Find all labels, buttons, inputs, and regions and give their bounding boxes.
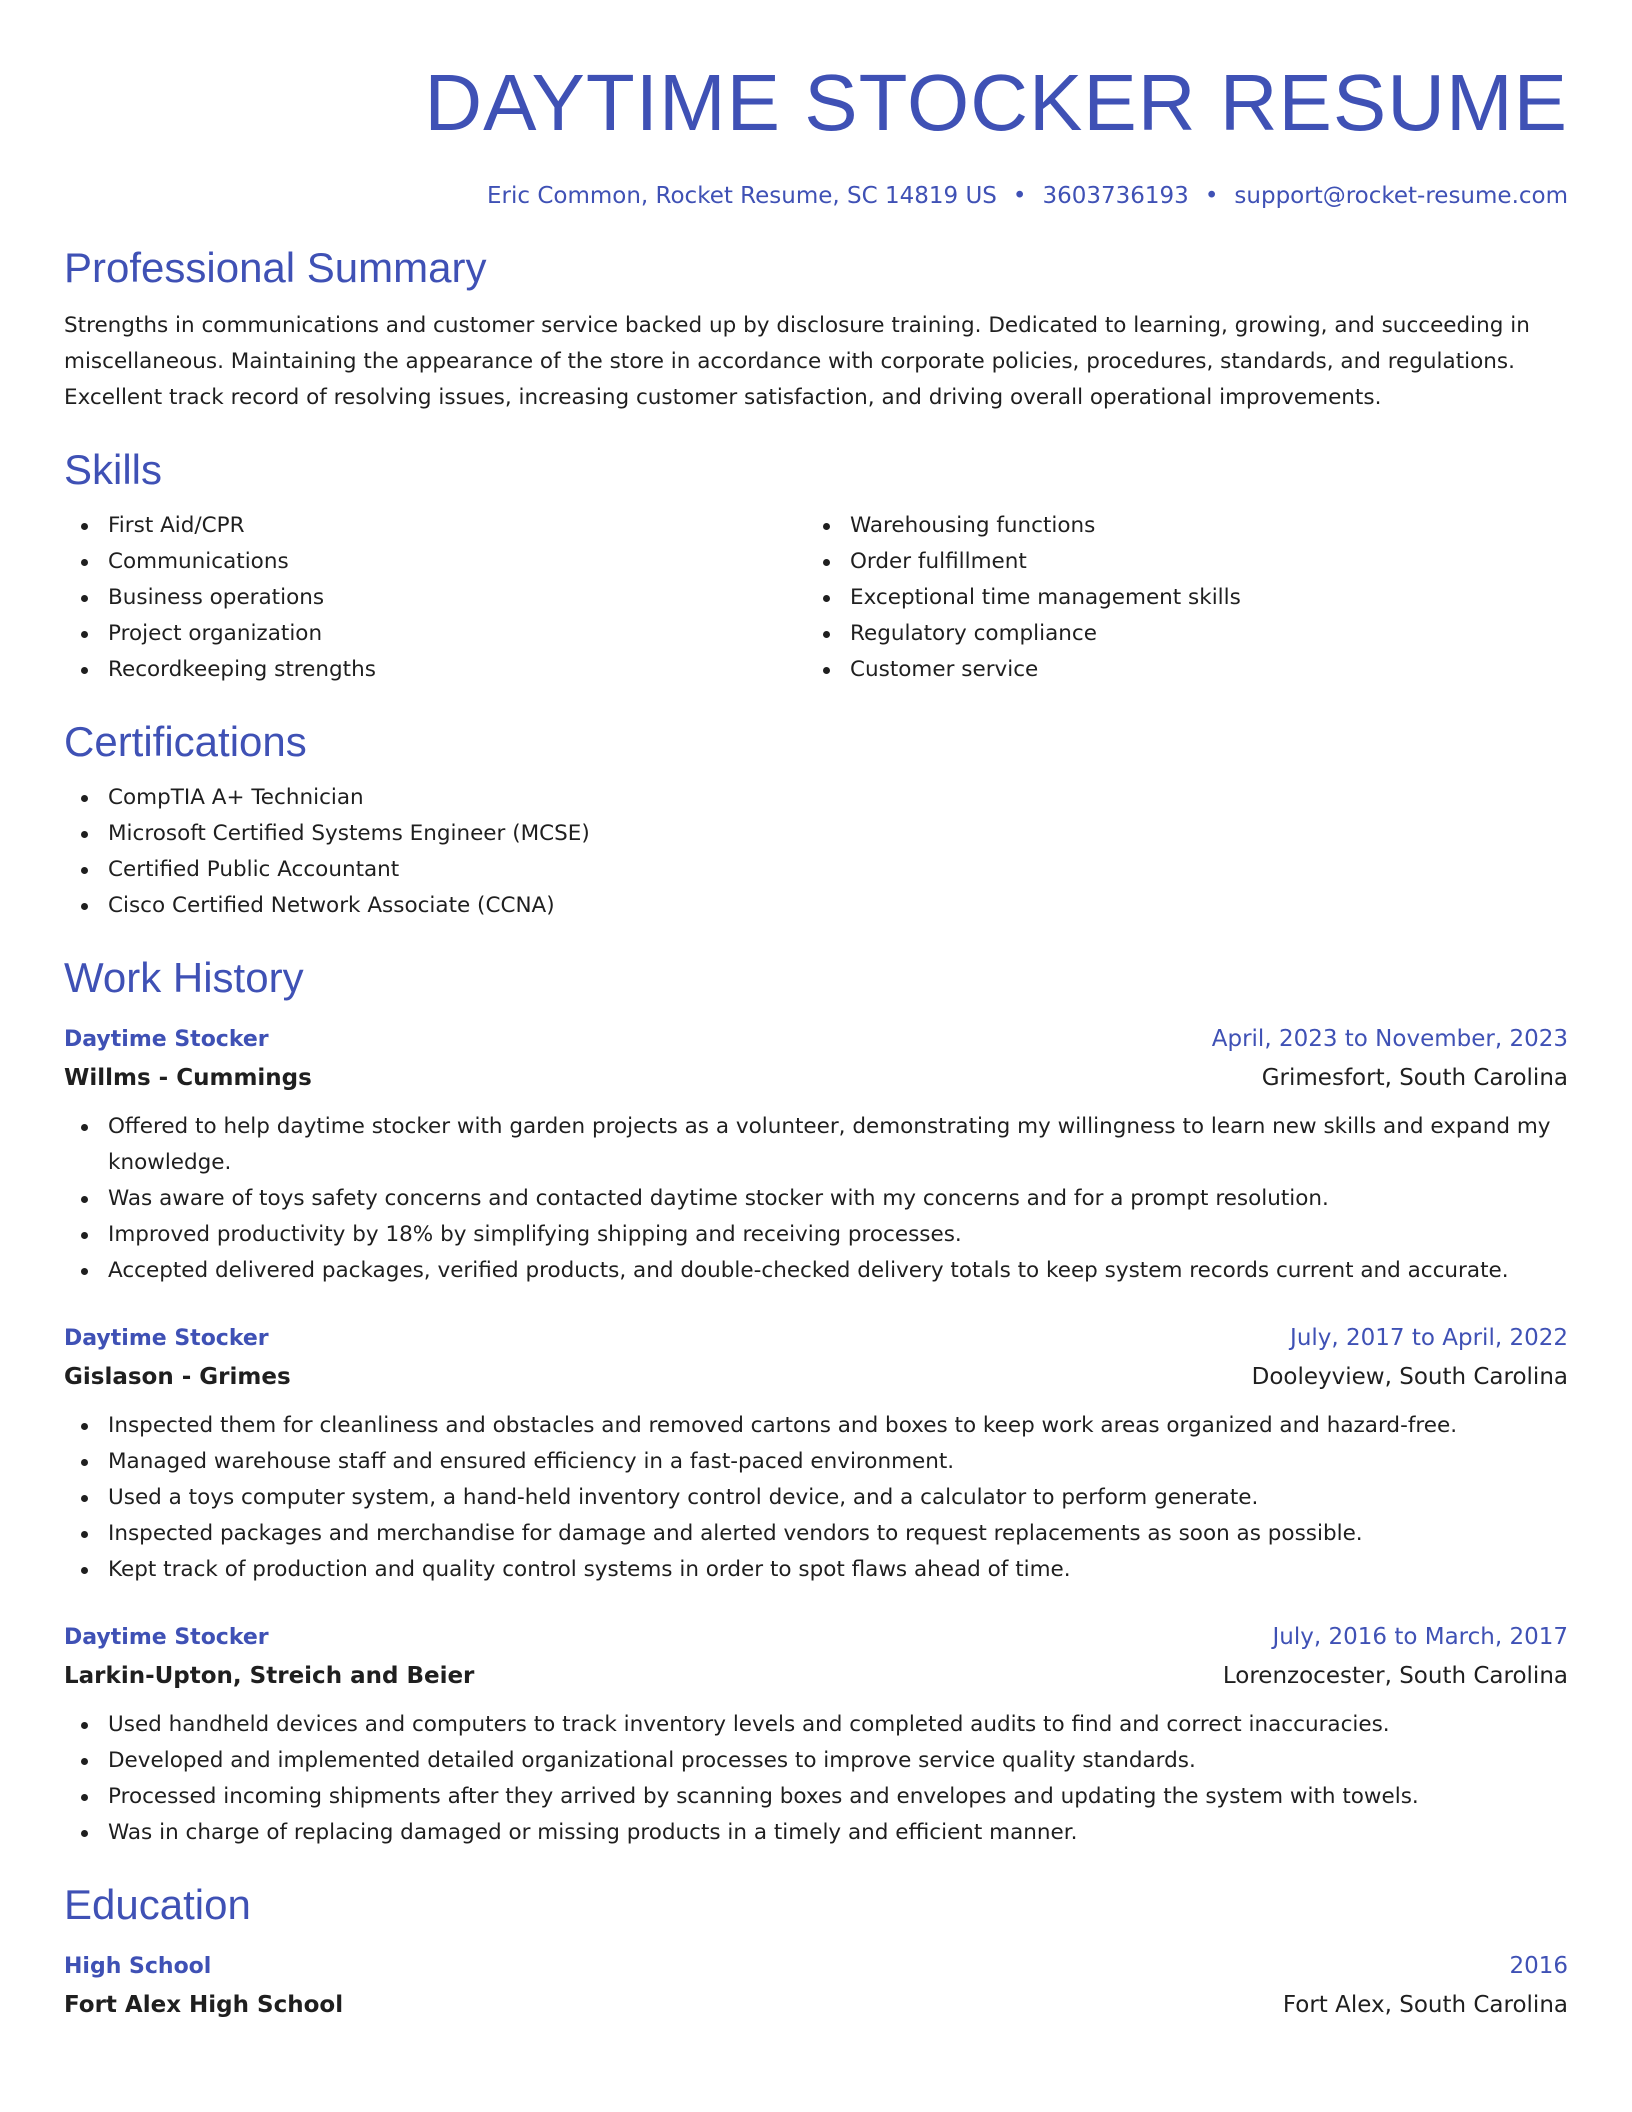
job-entry <box>64 1319 1568 1588</box>
certifications-heading: Certifications <box>64 718 307 765</box>
skill-item: Recordkeeping strengths <box>64 652 806 688</box>
work-history-section <box>64 950 1568 1851</box>
job-company: Gislason - Grimes <box>64 1364 291 1390</box>
skills-grid <box>64 508 1568 688</box>
job-bullet: Was aware of toys safety concerns and contacted daytime stocker with my concerns and for a prompt resolution. <box>64 1181 1568 1217</box>
job-bullet: Kept track of production and quality control systems in order to spot flaws ahead of time. <box>64 1552 1568 1588</box>
job-bullet-list <box>64 1408 1568 1588</box>
education-section <box>64 1877 1568 2024</box>
job-entry <box>64 1618 1568 1851</box>
education-entry <box>64 1947 1568 2024</box>
job-bullet: Developed and implemented detailed organizational processes to improve service quality standards. <box>64 1743 1568 1779</box>
education-degree: High School <box>64 1954 212 1979</box>
job-bullet: Used handheld devices and computers to track inventory levels and completed audits to find and correct inaccuracies. <box>64 1707 1568 1743</box>
skills-column-left <box>64 508 806 688</box>
education-year: 2016 <box>1509 1953 1568 1979</box>
job-title-row <box>64 1319 1568 1358</box>
job-dates: April, 2023 to November, 2023 <box>1211 1026 1568 1052</box>
contact-email: support@rocket-resume.com <box>1234 183 1568 209</box>
job-company-row <box>64 1358 1568 1396</box>
job-company-row <box>64 1059 1568 1097</box>
job-bullet: Was in charge of replacing damaged or missing products in a timely and efficient manner. <box>64 1815 1568 1851</box>
contact-phone: 3603736193 <box>1042 183 1189 209</box>
skill-item: Business operations <box>64 580 806 616</box>
job-bullet-list <box>64 1707 1568 1851</box>
education-degree-row <box>64 1947 1568 1986</box>
contact-line <box>64 180 1568 212</box>
job-bullet: Used a toys computer system, a hand-held inventory control device, and a calculator to perform generate. <box>64 1480 1568 1516</box>
work-history-heading: Work History <box>64 954 304 1001</box>
skill-item: Project organization <box>64 616 806 652</box>
skill-item: Communications <box>64 544 806 580</box>
certification-item: CompTIA A+ Technician <box>64 780 1568 816</box>
certification-item: Certified Public Accountant <box>64 852 1568 888</box>
contact-separator: • <box>1012 183 1027 209</box>
job-bullet: Accepted delivered packages, verified products, and double-checked delivery totals to keep system records current and accurate. <box>64 1253 1568 1289</box>
job-title-row <box>64 1618 1568 1657</box>
education-location: Fort Alex, South Carolina <box>1282 1992 1568 2018</box>
job-company-row <box>64 1657 1568 1695</box>
skill-item: Order fulfillment <box>806 544 1548 580</box>
skills-heading: Skills <box>64 446 163 493</box>
job-company: Willms - Cummings <box>64 1065 312 1091</box>
skills-list-left <box>64 508 806 688</box>
job-bullet: Inspected them for cleanliness and obstacles and removed cartons and boxes to keep work areas organized and hazard-free. <box>64 1408 1568 1444</box>
job-title: Daytime Stocker <box>64 1326 269 1351</box>
skill-item: Warehousing functions <box>806 508 1548 544</box>
job-location: Lorenzocester, South Carolina <box>1222 1663 1568 1689</box>
summary-section <box>64 240 1568 416</box>
certification-item: Microsoft Certified Systems Engineer (MCSE) <box>64 816 1568 852</box>
job-dates: July, 2016 to March, 2017 <box>1272 1624 1568 1650</box>
job-bullet: Managed warehouse staff and ensured efficiency in a fast-paced environment. <box>64 1444 1568 1480</box>
job-bullet: Inspected packages and merchandise for damage and alerted vendors to request replacements as soon as possible. <box>64 1516 1568 1552</box>
education-heading: Education <box>64 1881 251 1928</box>
resume-title: DAYTIME STOCKER RESUME <box>424 58 1568 147</box>
job-bullet: Improved productivity by 18% by simplifying shipping and receiving processes. <box>64 1217 1568 1253</box>
summary-text: Strengths in communications and customer service backed up by disclosure training. Dedicated to learning, growing, and succeeding in miscellaneous. Maintaining the appearance of the store in accordance with corporate policies, procedures, standards, and regulations. Excellent track record of resolving issues, increasing customer satisfaction, and driving overall operational improvements. <box>64 313 1530 410</box>
certifications-section <box>64 714 1568 924</box>
certification-item: Cisco Certified Network Associate (CCNA) <box>64 888 1568 924</box>
skill-item: First Aid/CPR <box>64 508 806 544</box>
job-bullet: Offered to help daytime stocker with garden projects as a volunteer, demonstrating my willingness to learn new skills and expand my knowledge. <box>64 1109 1568 1181</box>
job-title: Daytime Stocker <box>64 1027 269 1052</box>
job-location: Grimesfort, South Carolina <box>1261 1065 1568 1091</box>
job-bullet: Processed incoming shipments after they arrived by scanning boxes and envelopes and updating the system with towels. <box>64 1779 1568 1815</box>
job-dates: July, 2017 to April, 2022 <box>1290 1325 1568 1351</box>
contact-separator: • <box>1204 183 1219 209</box>
skill-item: Customer service <box>806 652 1548 688</box>
job-title-row <box>64 1020 1568 1059</box>
job-bullet-list <box>64 1109 1568 1289</box>
resume-header <box>64 48 1568 212</box>
job-entry <box>64 1020 1568 1289</box>
job-company: Larkin-Upton, Streich and Beier <box>64 1663 475 1689</box>
summary-heading: Professional Summary <box>64 244 487 291</box>
job-title: Daytime Stocker <box>64 1625 269 1650</box>
skill-item: Exceptional time management skills <box>806 580 1548 616</box>
contact-address: Eric Common, Rocket Resume, SC 14819 US <box>486 183 997 209</box>
education-school: Fort Alex High School <box>64 1992 344 2018</box>
job-location: Dooleyview, South Carolina <box>1251 1364 1568 1390</box>
skill-item: Regulatory compliance <box>806 616 1548 652</box>
skills-column-right <box>806 508 1548 688</box>
skills-list-right <box>806 508 1548 688</box>
certifications-list <box>64 780 1568 924</box>
education-school-row <box>64 1986 1568 2024</box>
skills-section <box>64 442 1568 688</box>
